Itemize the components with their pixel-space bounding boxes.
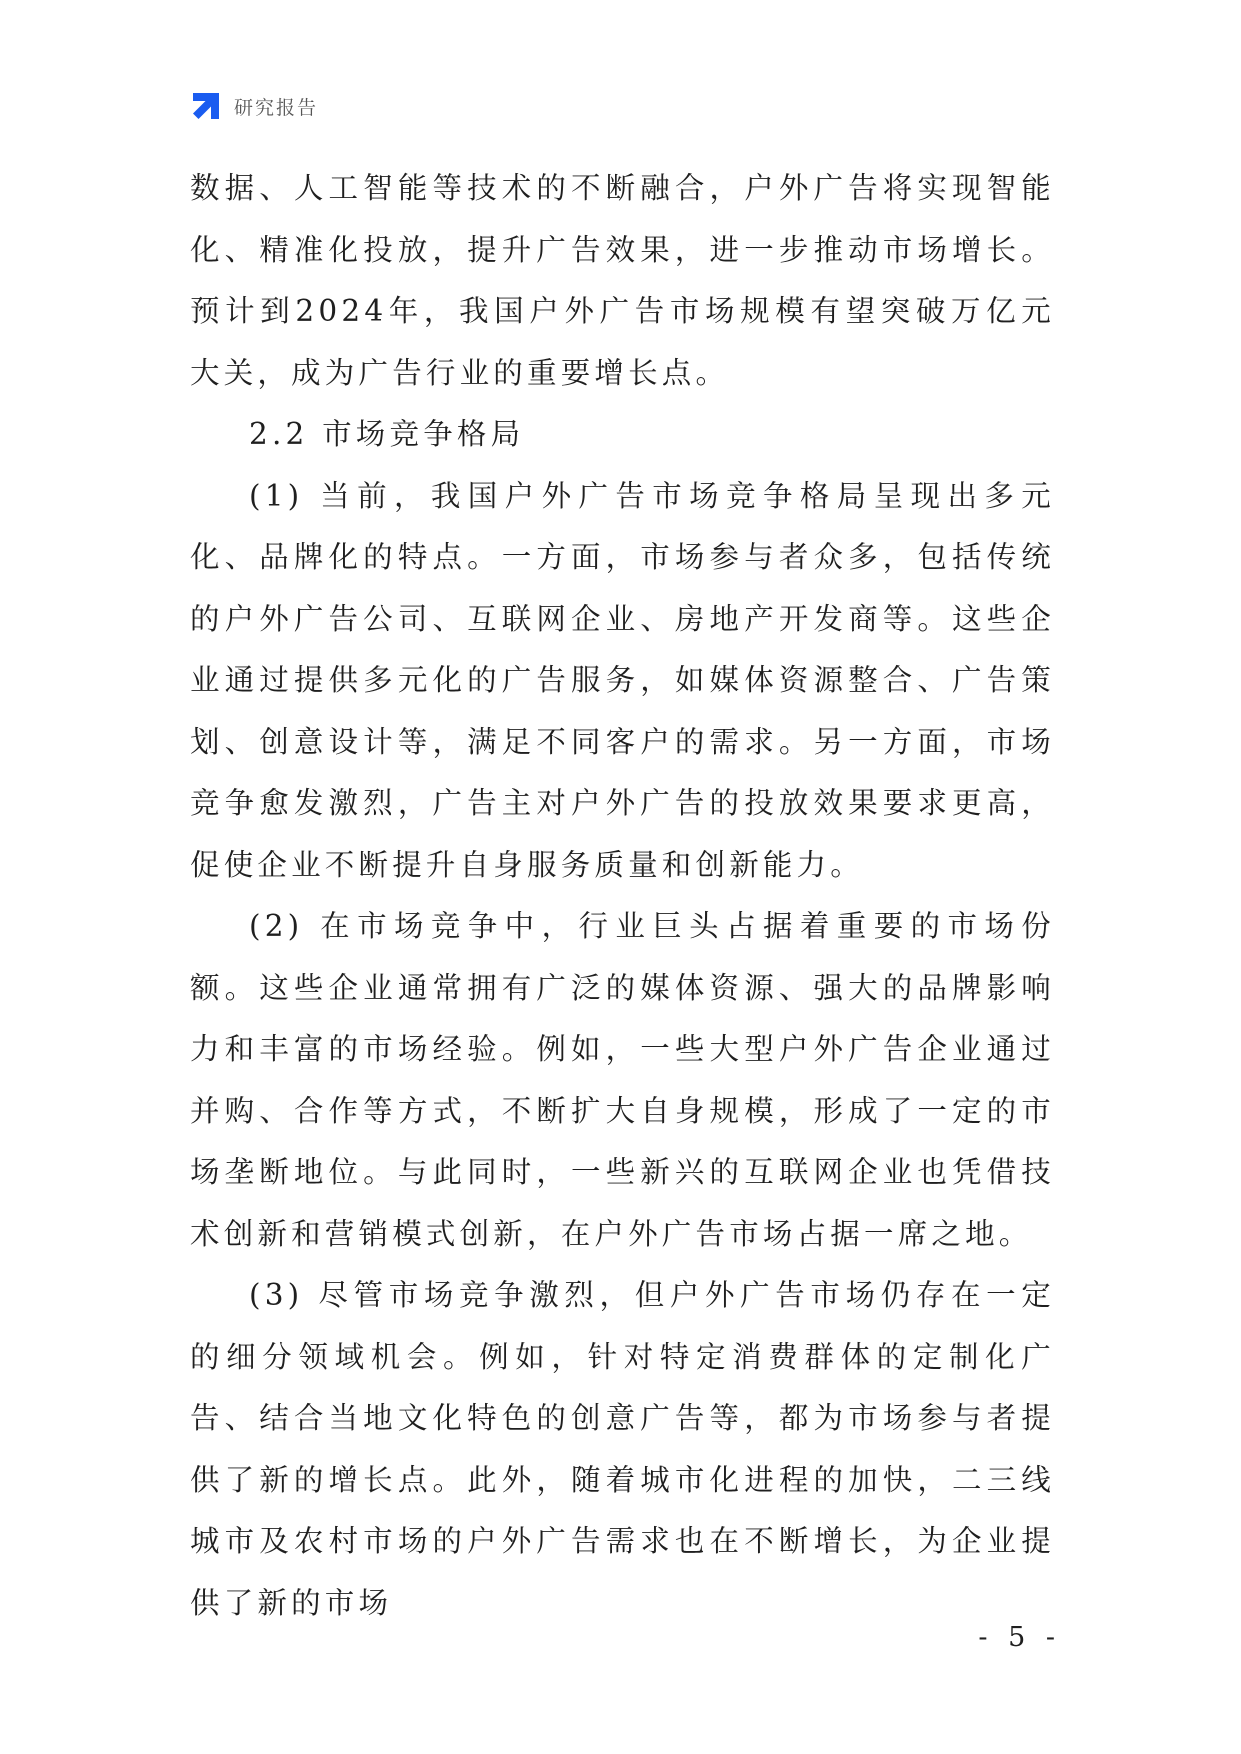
arrow-up-right-icon — [190, 90, 222, 122]
section-heading: 2.2 市场竞争格局 — [249, 417, 525, 451]
report-type-label: 研究报告 — [234, 96, 319, 119]
document-body — [190, 158, 1055, 1634]
page-number: - 5 - — [978, 1622, 1061, 1653]
paragraph-1: (1) 当前，我国户外广告市场竞争格局呈现出多元化、品牌化的特点。一方面，市场参与者众多，包括传统的户外广告公司、互联网企业、房地产开发商等。这些企业通过提供多元化的广告服务，如媒体资源整合、广告策划、创意设计等，满足不同客户的需求。另一方面，市场竞争愈发激烈，广告主对户外广告的投放效果要求更高，促使企业不断提升自身服务质量和创新能力。 — [190, 478, 1055, 882]
paragraph-2: (2) 在市场竞争中，行业巨头占据着重要的市场份额。这些企业通常拥有广泛的媒体资源、强大的品牌影响力和丰富的市场经验。例如，一些大型户外广告企业通过并购、合作等方式，不断扩大自身规模，形成了一定的市场垄断地位。与此同时，一些新兴的互联网企业也凭借技术创新和营销模式创新，在户外广告市场占据一席之地。 — [190, 909, 1055, 1251]
page-header — [190, 88, 318, 124]
paragraph-continued: 数据、人工智能等技术的不断融合，户外广告将实现智能化、精准化投放，提升广告效果，进一步推动市场增长。预计到2024年，我国户外广告市场规模有望突破万亿元大关，成为广告行业的重要增长点。 — [190, 171, 1055, 390]
paragraph-3: (3) 尽管市场竞争激烈，但户外广告市场仍存在一定的细分领域机会。例如，针对特定消费群体的定制化广告、结合当地文化特色的创意广告等，都为市场参与者提供了新的增长点。此外，随着城市化进程的加快，二三线城市及农村市场的户外广告需求也在不断增长，为企业提供了新的市场 — [190, 1278, 1055, 1620]
